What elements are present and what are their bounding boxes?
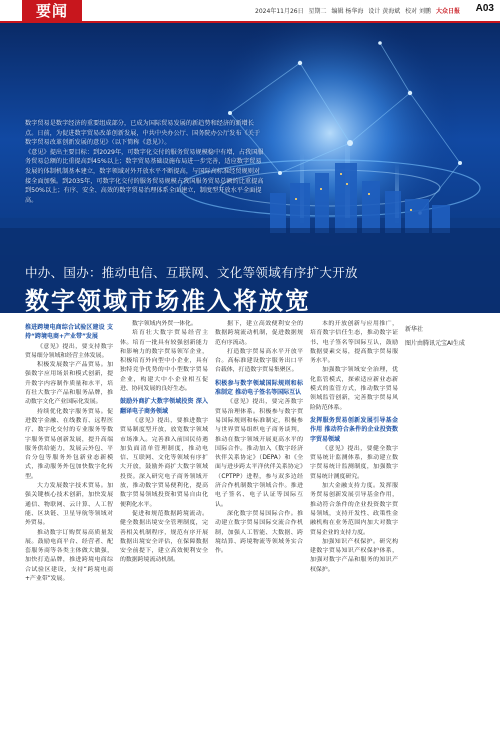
column-3 (215, 320, 303, 556)
article-body (25, 320, 495, 745)
paragraph: 持续优化数字服务贸易。促进数字金融、在线教育、远程医疗、数字化交付的专业服务等数字服务贸易创新发展，提升高端服务供给能力，发展云外包、平台分包等服务外包新业态新模式，推动服务外包加快数字化转型。 (25, 408, 113, 480)
paragraph: 加强数字领域安全治理，优化监管模式，探索适应新业态新模式的监管方式，推动数字贸易领域监管创新，完善数字贸易风险防范体系。 (310, 367, 398, 411)
article-headline: 数字领域市场准入将放宽 (25, 287, 311, 313)
byline-image-credit: 图片由腾讯元宝AI生成 (405, 340, 465, 348)
paragraph: 打造数字贸易高水平开放平台。高标准建设数字服务出口平台载体，打造数字贸易集聚区。 (215, 348, 303, 374)
article-subtitle: 中办、国办：推动电信、互联网、文化等领域有序扩大开放 (25, 265, 358, 280)
paragraph: 《意见》提出，要完善数字贸易治理体系。积极参与数字贸易国际规则和标准制定，积极参与世界贸易组织电子商务谈判，推动在数字领域开展更高水平的国际合作。推动加入《数字经济伙伴关系协定》（DEPA）和《全面与进步跨太平洋伙伴关系协定》（CPTPP）进程，参与双多边经济合作机制数字领域合作。推进电子签名、电子认证等国际互认。 (215, 399, 303, 508)
column-5 (405, 320, 493, 349)
issue-weekday: 星期二 (308, 8, 327, 15)
issue-date: 2024年11月26日 (255, 8, 304, 15)
issue-designer: 设计 黄海斌 (368, 8, 401, 15)
brand-logo: 大众日报 (435, 8, 460, 15)
issue-proofreader: 校对 刘鹏 (405, 8, 432, 15)
paragraph: 《意见》提出，要支持数字贸易细分领域和经营主体发展。 (25, 343, 113, 359)
issue-editor: 编辑 杨华海 (331, 8, 364, 15)
paragraph: 据下，建立高效便利安全的数据跨境流动机制，促进数据规范有序流动。 (215, 321, 303, 346)
issue-info (252, 6, 460, 15)
subhead: 鼓励外商扩大数字领域投资 深入翻译电子商务领域 (120, 398, 208, 415)
paragraph: 推动数字订购贸易高质量发展。鼓励电商平台、经营者、配套服务商等各类主体做大做强，加快打造品牌，推进跨境电商综合试验区建设，支持“跨境电商+产业带”发展。 (25, 529, 113, 583)
summary-paragraph-2: 《意见》提出主要目标：到2029年，可数字化交付的服务贸易规模稳中有增，占我国服务贸易总额的比重提高到45%以上；数字贸易基础设施布局进一步完善，适应数字贸易发展的体制机制基本建立，数字领域对外开放水平不断提高，与国际高标准经贸规则对接全面加强。到2035年，可数字化交付的服务贸易规模占我国服务贸易总额的比重提高到50%以上；有序、安全、高效的数字贸易治理体系全面建立，制度型开放水平全面提高。 (25, 148, 264, 204)
summary-paragraph-1: 数字贸易是数字经济的重要组成部分，已成为国际贸易发展的新趋势和经济的新增长点。日前，为促进数字贸易改革创新发展，中共中央办公厅、国务院办公厅发布《关于数字贸易改革创新发展的意见》（以下简称《意见》）。 (25, 120, 261, 147)
page-number: A03 (475, 3, 494, 14)
paragraph: 本的开放创新与应用推广，培育数字信任生态，推动数字证书、电子签名等国际互认，鼓励数据要素交易，提高数字贸易服务水平。 (310, 321, 398, 365)
paragraph: 加强知识产权保护。研究构建数字贸易知识产权保护体系，加强对数字产品和服务的知识产权保护。 (310, 538, 398, 573)
paragraph: 《意见》提出，要健全数字贸易统计监测体系，推动建立数字贸易统计监测制度，加强数字贸易统计测度研究。 (310, 445, 398, 480)
masthead (0, 0, 500, 22)
subhead: 积极参与数字领域国际规则和标准制定 推动电子签名等国际互认 (215, 379, 303, 397)
hero-banner (0, 23, 500, 313)
paragraph: 积极发展数字产品贸易。加强数字应用场景和模式创新，提升数字内容制作质量和水平，培育壮大数字产品和服务品牌，推动数字文化产业国际化发展。 (25, 362, 113, 406)
paragraph: 《意见》提出，要推进数字贸易制度型开放，放宽数字领域市场准入。完善准入前国民待遇加负面清单管理制度，推动电信、互联网、文化等领域有序扩大开放，鼓励外商扩大数字领域投资。深入研究电子商务领域开放，推动数字贸易便利化，提高数字贸易领域投资和贸易自由化便利化水平。 (120, 417, 208, 508)
paragraph: 培育壮大数字贸易经营主体。培育一批具有较强创新能力和影响力的数字贸易领军企业，积极培育外向型中小企业，具有独特竞争优势的中小型数字贸易企业，构建大中小企业相互促进、协同发展的良好生态。 (120, 330, 208, 393)
subhead: 发挥服务贸易创新发展引导基金作用 推动符合条件的企业投资数字贸易领域 (310, 416, 398, 443)
column-4 (310, 320, 398, 575)
paragraph: 大力发展数字技术贸易。加强关键核心技术创新，加快发展通信、物联网、云计算、人工智能、区块链、卫星导航等领域对外贸易。 (25, 483, 113, 527)
column-2 (120, 320, 208, 566)
section-tag: 要闻 (22, 0, 82, 22)
paragraph: 深化数字贸易国际合作。推动建立数字贸易国际交流合作机制，加强人工智能、大数据、跨境结算、跨境物流等领域务实合作。 (215, 510, 303, 555)
paragraph: 加大金融支持力度。发挥服务贸易创新发展引导基金作用，推动符合条件的企业投资数字贸易领域，支持开发性、政策性金融机构在业务范围内加大对数字贸易企业的支持力度。 (310, 483, 398, 536)
summary-box (25, 119, 265, 205)
column-1 (25, 320, 113, 584)
byline-agency: 新华社 (405, 326, 424, 333)
paragraph: 促进和规范数据跨境流动。健全数据出境安全管理制度，完善相关机制程序，规范有序开展数据出境安全评估，在保障数据安全前提下，建立高效便利安全的数据跨境流动机制。 (120, 510, 208, 564)
paragraph: 数字领域内外贸一体化。 (132, 321, 197, 327)
subhead: 推进跨境电商综合试验区建设 支持“跨境电商+产业带”发展 (25, 324, 113, 341)
